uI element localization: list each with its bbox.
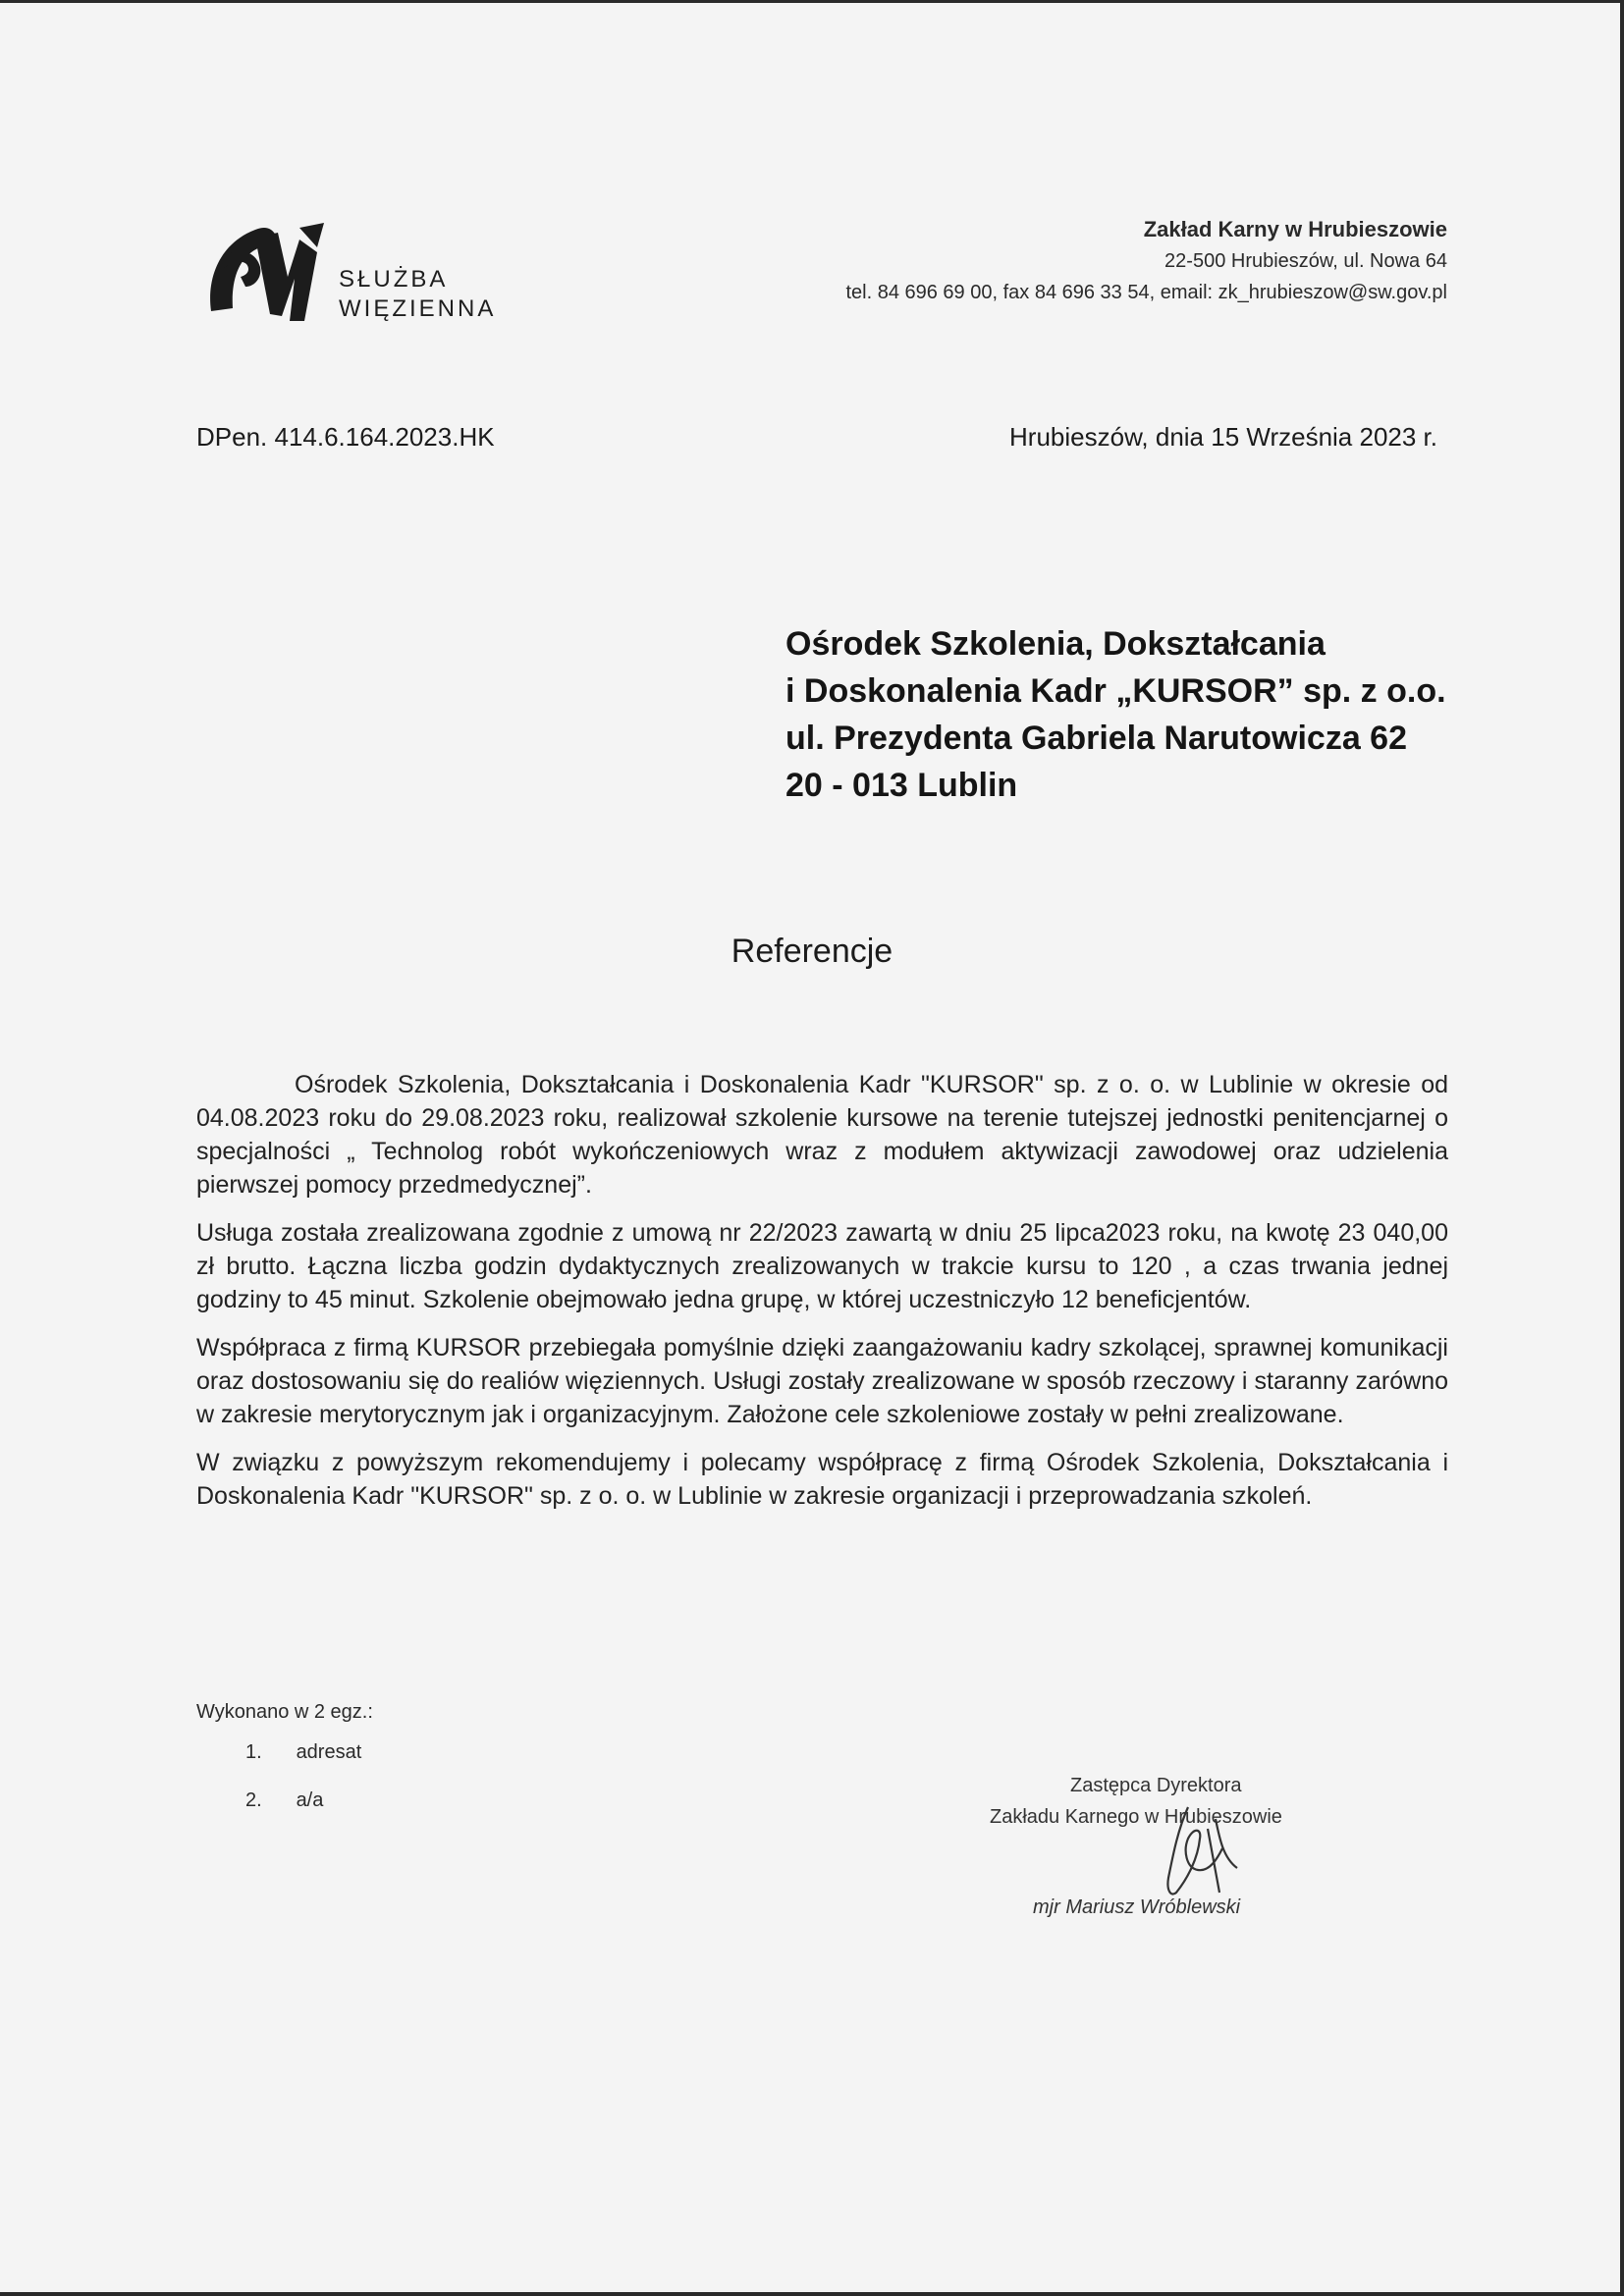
logo-text-line1: SŁUŻBA <box>339 266 449 293</box>
logo-text-line2: WIĘZIENNA <box>339 295 497 322</box>
institution-header <box>845 214 1447 308</box>
body-paragraph-2: Usługa została zrealizowana zgodnie z umową nr 22/2023 zawartą w dniu 25 lipca2023 roku, na kwotę 23 040,00 zł brutto. Łączna liczba godzin dydaktycznych zrealizowanych w trakcie kursu to 120 , a czas trwania jednej godziny to 45 minut. Szkolenie obejmowało jedna grupę, w której uczestniczyło 12 beneficjentów. <box>196 1219 1448 1313</box>
recipient-line3: ul. Prezydenta Gabriela Narutowicza 62 <box>785 720 1408 757</box>
institution-address: 22-500 Hrubieszów, ul. Nowa 64 <box>1164 250 1447 272</box>
copies-list <box>196 1701 373 1838</box>
signature-block <box>972 1775 1365 1932</box>
scan-edge-bottom <box>0 2292 1624 2296</box>
body-paragraph-3: Współpraca z firmą KURSOR przebiegała pomyślnie dzięki zaangażowaniu kadry szkolącej, sprawnej komunikacji oraz dostosowaniu się do realiów więziennych. Usługi zostały zrealizowane w sposób rzeczowy i staranny zarówno w zakresie merytorycznym jak i organizacyjnym. Założone cele szkoleniowe zostały w pełni zrealizowane. <box>196 1334 1448 1428</box>
signatory-unit: Zakładu Karnego w Hrubieszowie <box>990 1806 1282 1828</box>
copy-item-label: a/a <box>296 1789 324 1811</box>
recipient-line4: 20 - 013 Lublin <box>785 767 1018 804</box>
sw-emblem-icon <box>201 218 339 336</box>
signatory-title: Zastępca Dyrektora <box>1070 1775 1242 1796</box>
signatory-name: mjr Mariusz Wróblewski <box>1033 1896 1241 1918</box>
scan-edge-right <box>1620 0 1624 2296</box>
recipient-line1: Ośrodek Szkolenia, Dokształcania <box>785 625 1326 663</box>
copy-item <box>245 1789 373 1812</box>
scan-edge-top <box>0 0 1624 3</box>
recipient-address <box>785 620 1446 809</box>
copy-item-number: 2. <box>245 1789 262 1811</box>
copy-item-number: 1. <box>245 1741 262 1763</box>
document-title: Referencje <box>731 933 893 970</box>
letter-body <box>196 1068 1448 1527</box>
recipient-line2: i Doskonalenia Kadr „KURSOR” sp. z o.o. <box>785 672 1446 710</box>
body-paragraph-1: Ośrodek Szkolenia, Dokształcania i Doskonalenia Kadr "KURSOR" sp. z o. o. w Lublinie w okresie od 04.08.2023 roku do 29.08.2023 roku, realizował szkolenie kursowe na terenie tutejszej jednostki penitencjarnej o specjalności „ Technolog robót wykończeniowych wraz z modułem aktywizacji zawodowej oraz udzielenia pierwszej pomocy przedmedycznej”. <box>196 1071 1448 1199</box>
date-line: Hrubieszów, dnia 15 Września 2023 r. <box>1009 422 1437 452</box>
sluzba-wiezienna-logo <box>201 218 506 336</box>
copies-title: Wykonano w 2 egz.: <box>196 1701 373 1723</box>
copy-item-label: adresat <box>296 1741 362 1763</box>
body-paragraph-4: W związku z powyższym rekomendujemy i polecamy współpracę z firmą Ośrodek Szkolenia, Dokształcania i Doskonalenia Kadr "KURSOR" sp. z o. o. w Lublinie w zakresie organizacji i przeprowadzania szkoleń. <box>196 1449 1448 1510</box>
reference-number: DPen. 414.6.164.2023.HK <box>196 422 495 452</box>
copy-item <box>245 1741 373 1764</box>
institution-name: Zakład Karny w Hrubieszowie <box>1143 217 1447 241</box>
institution-contact: tel. 84 696 69 00, fax 84 696 33 54, email: zk_hrubieszow@sw.gov.pl <box>845 282 1447 303</box>
handwritten-signature-icon <box>1129 1799 1247 1907</box>
